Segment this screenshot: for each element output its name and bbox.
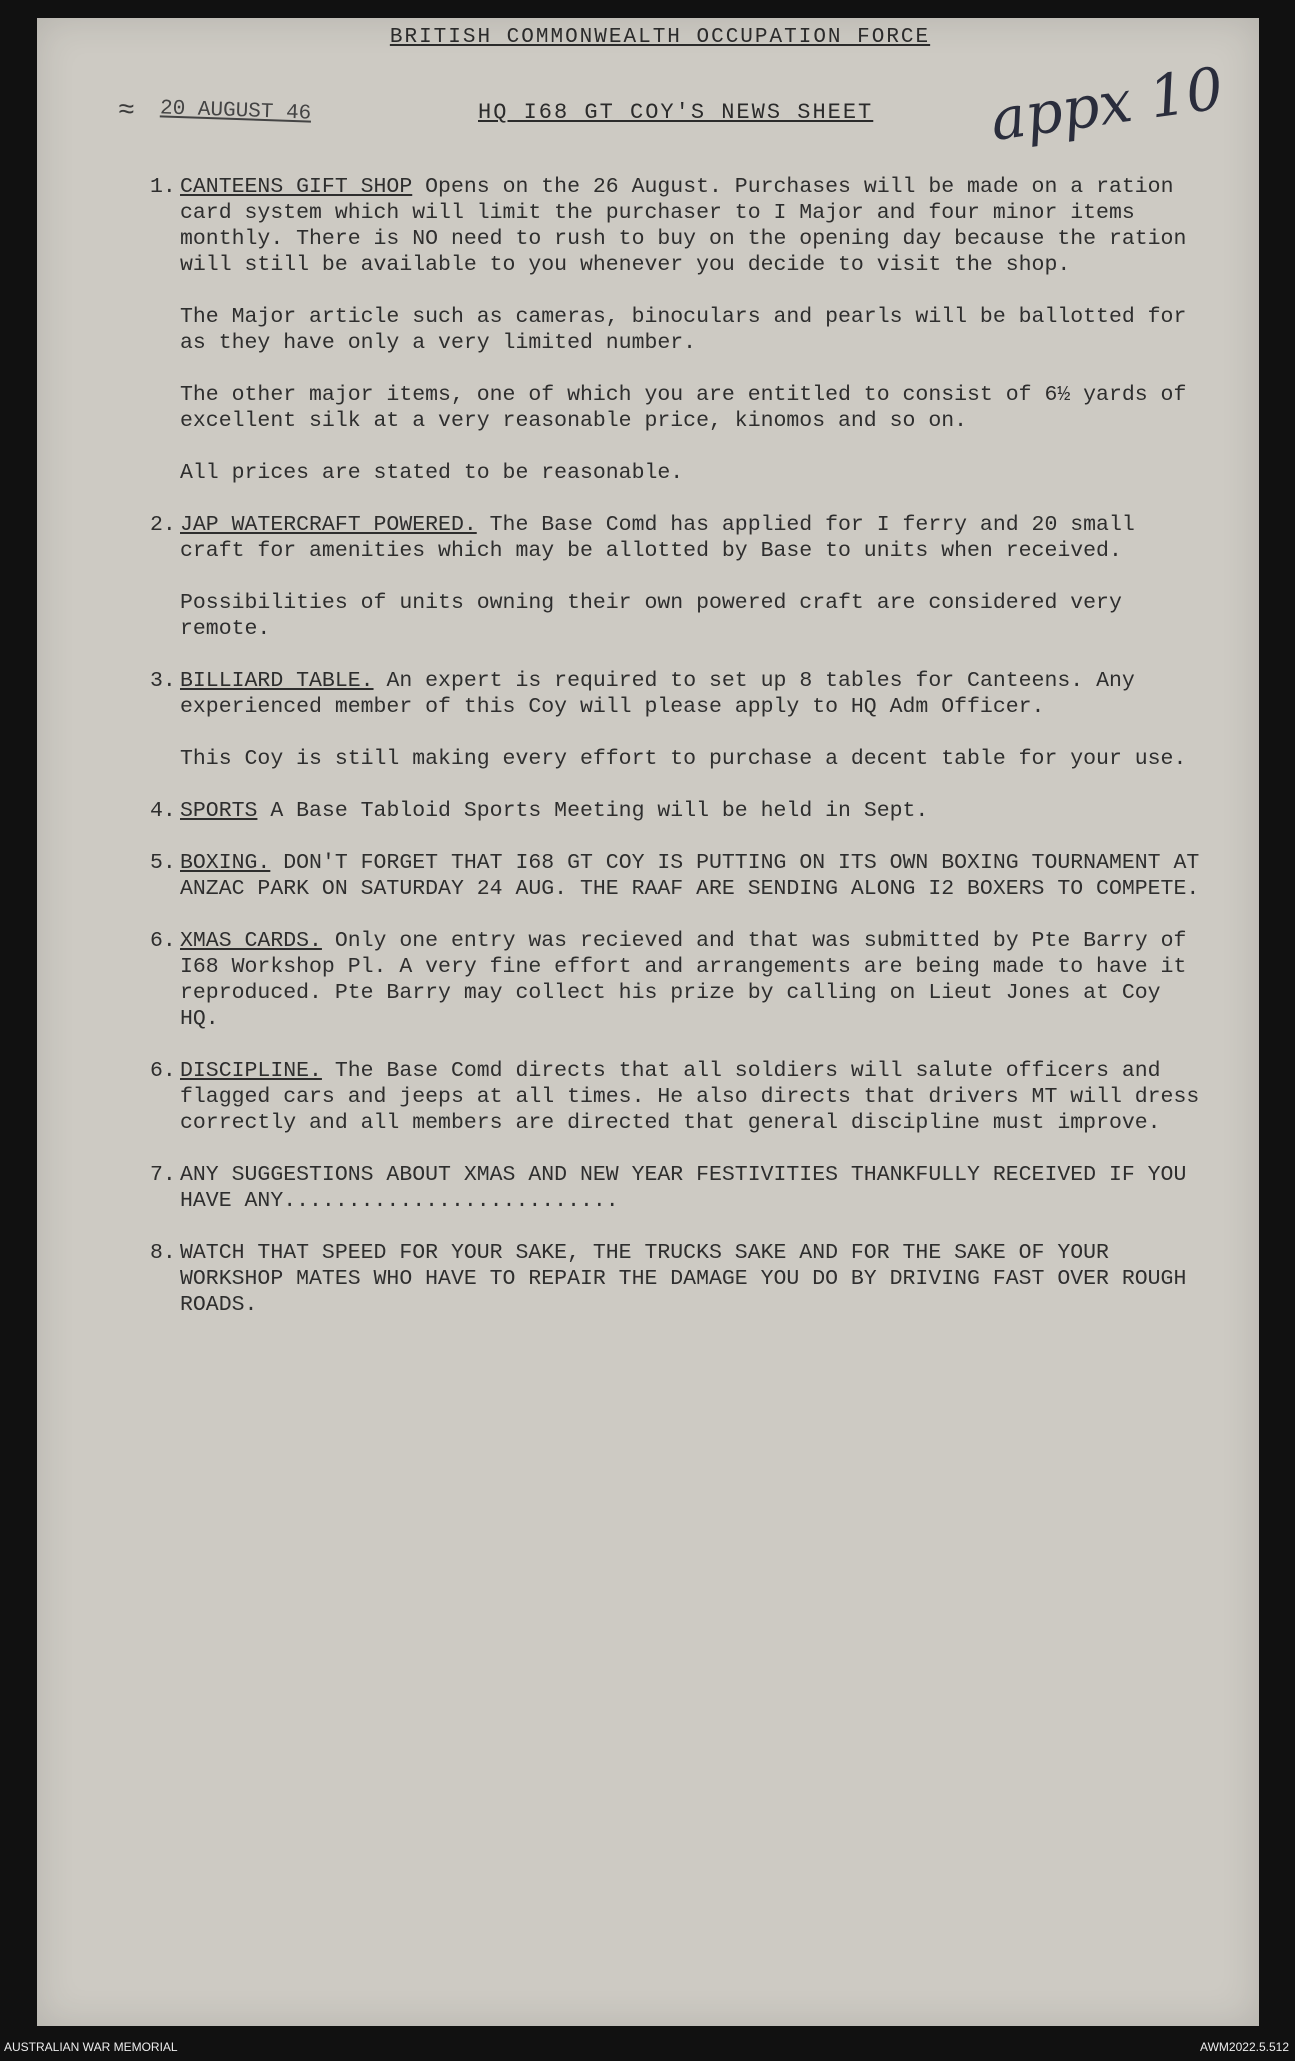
organisation-heading: BRITISH COMMONWEALTH OCCUPATION FORCE bbox=[389, 26, 931, 49]
item-number: 5. bbox=[150, 851, 176, 875]
item-text: Only one entry was recieved and that was submitted by Pte Barry of I68 Workshop Pl. A very fine effort and arrangements are being made to have it reproduced. Pte Barry may collect his prize by calling on Lieut Jones at Coy HQ. bbox=[180, 929, 1187, 1031]
item-heading: CANTEENS GIFT SHOP bbox=[180, 175, 413, 199]
item-number: 8. bbox=[150, 1241, 176, 1265]
item-text: The Major article such as cameras, binoculars and pearls will be ballotted for as they have only a very limited number. bbox=[180, 305, 1187, 355]
item-text: The Base Comd has applied for I ferry and 20 small craft for amenities which may be allotted by Base to units when received. bbox=[180, 513, 1135, 563]
item-heading: JAP WATERCRAFT POWERED. bbox=[180, 513, 477, 537]
item-heading: BOXING. bbox=[180, 851, 271, 875]
list-item bbox=[150, 1240, 1200, 1318]
item-text: The other major items, one of which you are entitled to consist of 6½ yards of excellent silk at a very reasonable price, kinomos and so on. bbox=[180, 383, 1187, 433]
list-item bbox=[150, 1162, 1200, 1214]
footer-source: AUSTRALIAN WAR MEMORIAL bbox=[4, 2040, 178, 2054]
item-number: 1. bbox=[150, 175, 176, 199]
list-item bbox=[150, 850, 1200, 902]
item-number: 6. bbox=[150, 929, 176, 953]
item-text: Possibilities of units owning their own powered craft are considered very remote. bbox=[180, 591, 1122, 641]
footer-reference: AWM2022.5.512 bbox=[1200, 2040, 1289, 2054]
item-heading: DISCIPLINE. bbox=[180, 1059, 322, 1083]
news-sheet-body bbox=[150, 174, 1200, 1344]
item-number: 4. bbox=[150, 799, 176, 823]
item-text: All prices are stated to be reasonable. bbox=[180, 461, 684, 485]
item-text: This Coy is still making every effort to purchase a decent table for your use. bbox=[180, 747, 1187, 771]
list-item bbox=[150, 174, 1200, 486]
list-item bbox=[150, 1058, 1200, 1136]
ink-mark-icon: ≈ bbox=[118, 96, 135, 127]
list-item bbox=[150, 928, 1200, 1032]
item-heading: SPORTS bbox=[180, 799, 258, 823]
list-item bbox=[150, 798, 1200, 824]
list-item bbox=[150, 668, 1200, 772]
document-date: 20 AUGUST 46 bbox=[159, 97, 312, 126]
page-title: HQ I68 GT COY'S NEWS SHEET bbox=[478, 100, 874, 125]
item-text: ANY SUGGESTIONS ABOUT XMAS AND NEW YEAR FESTIVITIES THANKFULLY RECEIVED IF YOU HAVE ANY.......................... bbox=[180, 1163, 1187, 1213]
item-text: WATCH THAT SPEED FOR YOUR SAKE, THE TRUCKS SAKE AND FOR THE SAKE OF YOUR WORKSHOP MATES WHO HAVE TO REPAIR THE DAMAGE YOU DO BY DRIVING FAST OVER ROUGH ROADS. bbox=[180, 1241, 1187, 1317]
item-heading: XMAS CARDS. bbox=[180, 929, 322, 953]
item-text: A Base Tabloid Sports Meeting will be held in Sept. bbox=[270, 799, 929, 823]
item-number: 2. bbox=[150, 513, 176, 537]
item-heading: BILLIARD TABLE. bbox=[180, 669, 374, 693]
handwritten-annotation: appx 10 bbox=[986, 54, 1228, 154]
item-text: Opens on the 26 August. Purchases will be made on a ration card system which will limit the purchaser to I Major and four minor items monthly. There is NO need to rush to buy on the opening day because the ration will still be available to you whenever you decide to visit the shop. bbox=[180, 175, 1187, 277]
item-number: 6. bbox=[150, 1059, 176, 1083]
item-number: 7. bbox=[150, 1163, 176, 1187]
item-text: The Base Comd directs that all soldiers will salute officers and flagged cars and jeeps at all times. He also directs that drivers MT will dress correctly and all members are directed that general discipline must improve. bbox=[180, 1059, 1200, 1135]
item-number: 3. bbox=[150, 669, 176, 693]
item-text: An expert is required to set up 8 tables for Canteens. Any experienced member of this Coy will please apply to HQ Adm Officer. bbox=[180, 669, 1135, 719]
item-text: DON'T FORGET THAT I68 GT COY IS PUTTING ON ITS OWN BOXING TOURNAMENT AT ANZAC PARK ON SATURDAY 24 AUG. THE RAAF ARE SENDING ALONG I2 BOXERS TO COMPETE. bbox=[180, 851, 1200, 901]
list-item bbox=[150, 512, 1200, 642]
